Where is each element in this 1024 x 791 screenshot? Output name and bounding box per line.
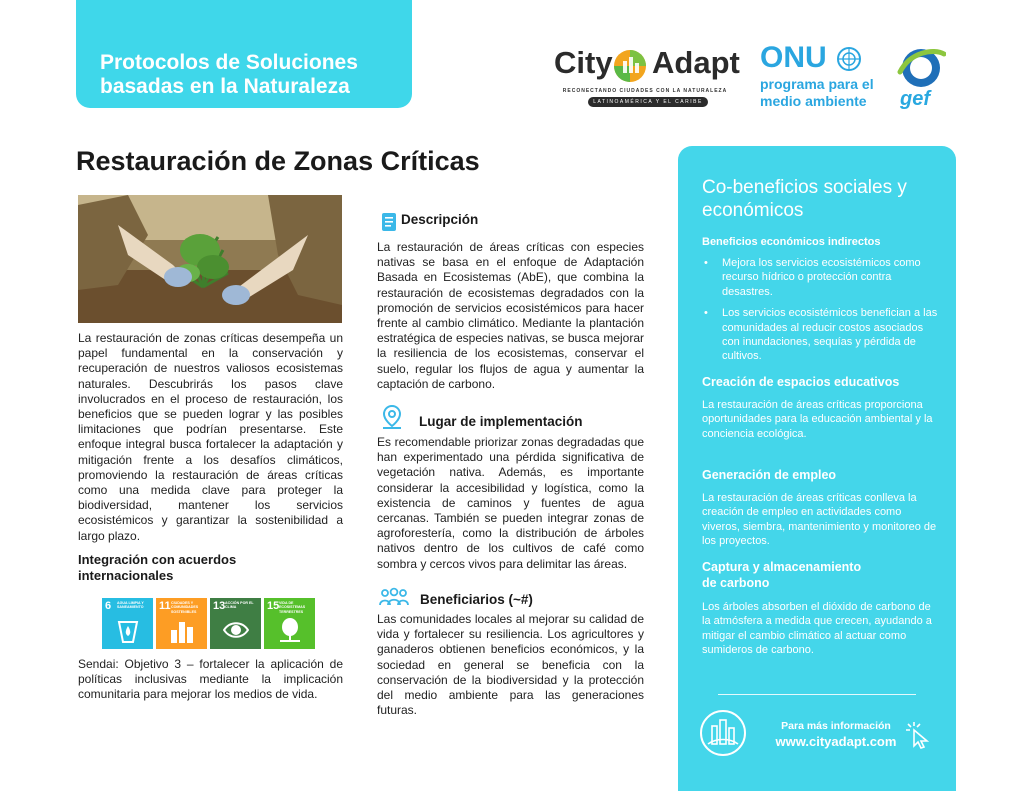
more-info-label: Para más información	[781, 720, 891, 732]
sdg-label: ACCIÓN POR EL CLIMA	[225, 601, 254, 610]
un-emblem-icon	[836, 46, 862, 72]
climate-eye-icon	[223, 616, 249, 644]
cityadapt-word-city: City	[554, 45, 613, 80]
job-text: La restauración de áreas críticas conlleva la creación de empleo en actividades como viveros, siembra, mantenimiento y monitoreo de los proyectos.	[702, 492, 937, 548]
descripcion-heading: Descripción	[401, 212, 479, 227]
page-title: Restauración de Zonas Críticas	[76, 146, 480, 176]
sdg-tile-6	[102, 598, 153, 649]
header-banner	[76, 0, 412, 108]
list-item: • Mejora los servicios ecosistémicos como recurso hídrico o protección contra desastres.	[702, 256, 942, 299]
carbon-text: Los árboles absorben el dióxido de carbono de la atmósfera a medida que crecen, ayudando a mitigar el cambio climático al actuar como sumideros de carbono.	[702, 601, 932, 657]
people-group-icon	[378, 587, 410, 609]
onu-subtitle-line2: medio ambiente	[760, 93, 867, 109]
integration-heading: Integración con acuerdos internacionales	[78, 552, 237, 583]
carbon-heading-line2: de carbono	[702, 576, 770, 590]
sdg-number: 13	[213, 600, 226, 612]
list-item: • Los servicios ecosistémicos benefician a las comunidades al reducir costos asociados con inundaciones, sequías y pérdida de cultivos.	[702, 306, 942, 364]
onu-title: ONU	[760, 41, 827, 74]
econ-subheading: Beneficios económicos indirectos	[702, 236, 881, 248]
carbon-heading-line1: Captura y almacenamiento	[702, 560, 862, 574]
job-heading: Generación de empleo	[702, 468, 837, 482]
cityadapt-emblem-icon	[698, 708, 748, 758]
edu-heading: Creación de espacios educativos	[702, 375, 900, 389]
panel-divider	[718, 694, 916, 695]
sdg-number: 6	[105, 600, 112, 612]
sendai-paragraph: Sendai: Objetivo 3 – fortalecer la aplicación de políticas inclusivas mediante la implicación comunitaria para mejorar los medios de vida.	[78, 657, 343, 702]
beneficiarios-text: Las comunidades locales al mejorar su calidad de vida y fortalecer su resiliencia. Los agricultores y ganaderos obtienen beneficios económicos, y la sociedad en general se beneficia con la conservación de la biodiversidad y la protección del medio ambiente para las generaciones futuras.	[377, 612, 644, 718]
sdg-tile-11	[156, 598, 207, 649]
onu-subtitle-line1: programa para el	[760, 76, 874, 92]
econ-list	[702, 256, 942, 371]
website-link[interactable]: www.cityadapt.com	[775, 734, 897, 749]
cobeneficios-panel	[678, 146, 956, 791]
gef-wordmark: gef	[900, 88, 930, 110]
sdg-label: VIDA DE ECOSISTEMAS TERRESTRES	[279, 601, 306, 614]
cityadapt-word-adapt: Adapt	[652, 45, 740, 80]
panel-title: Co-beneficios sociales y económicos	[702, 177, 907, 221]
document-icon	[378, 211, 400, 233]
sdg-tile-15	[264, 598, 315, 649]
descripcion-text: La restauración de áreas críticas con especies nativas se basa en el enfoque de Adaptación Basada en Ecosistemas (AbE), que combina la restauración de ecosistemas degradados con la promoción de servicios ecosistémicos para hacer frente al cambio climático. Mediante la plantación estratégica de especies nativas, se busca mejorar la resiliencia de los ecosistemas, conservar el suelo, regular los flujos de agua y aumentar la captación de carbono.	[377, 240, 644, 391]
water-drop-icon	[115, 616, 141, 644]
lugar-text: Es recomendable priorizar zonas degradadas que han experimentado una pérdida significativa de vegetación nativa. Además, es importante considerar la accesibilidad y logística, como la existencia de caminos y fuentes de agua cercanas. También se pueden integrar zonas de agroforestería, como la distribución de árboles nativos dentro de los cultivos de café como sombra y cercos vivos para delimitar las áreas.	[377, 435, 644, 571]
sdg-label: AGUA LIMPIA Y SANEAMIENTO	[117, 601, 144, 610]
sdg-tile-13	[210, 598, 261, 649]
beneficiarios-heading: Beneficiarios (~#)	[420, 592, 533, 607]
lugar-heading: Lugar de implementación	[419, 414, 583, 429]
banner-title-line1: Protocolos de Soluciones	[100, 51, 358, 74]
cityadapt-logo	[552, 44, 738, 110]
onu-logo	[760, 42, 876, 112]
gef-ring-icon	[896, 42, 946, 90]
cityadapt-globe-icon	[612, 48, 648, 84]
sdg-tiles	[102, 598, 315, 649]
location-pin-icon	[380, 404, 404, 430]
banner-title-line2: basadas en la Naturaleza	[100, 75, 350, 98]
more-info	[762, 719, 910, 751]
sdg-number: 11	[159, 600, 171, 612]
edu-text: La restauración de áreas críticas proporciona oportunidades para la educación ambiental y la conciencia ecológica.	[702, 399, 933, 440]
tree-bird-icon	[277, 616, 303, 644]
cityadapt-tagline: RECONECTANDO CIUDADES CON LA NATURALEZA	[562, 88, 728, 94]
sdg-number: 15	[267, 600, 280, 612]
click-cursor-icon	[902, 720, 932, 750]
planting-photo	[78, 195, 342, 323]
cityadapt-region-pill: LATINOAMÉRICA Y EL CARIBE	[588, 97, 708, 107]
city-buildings-icon	[169, 616, 195, 644]
gef-logo	[894, 42, 948, 112]
sdg-label: CIUDADES Y COMUNIDADES SOSTENIBLES	[171, 601, 199, 614]
intro-paragraph: La restauración de zonas críticas desempeña un papel fundamental en la conservación y recuperación de nuestros valiosos ecosistemas naturales. Descubrirás los pasos clave involucrados en el proceso de restauración, los beneficios que se pueden lograr y las posibles limitaciones que podrían presentarse. Este enfoque integral busca fortalecer la adaptación y mitigación frente a los desafíos climáticos, promoviendo la restauración de áreas críticas como una medida clave para proteger la biodiversidad, mantener los servicios ecosistémicos y garantizar la sostenibilidad a largo plazo.	[78, 331, 343, 543]
